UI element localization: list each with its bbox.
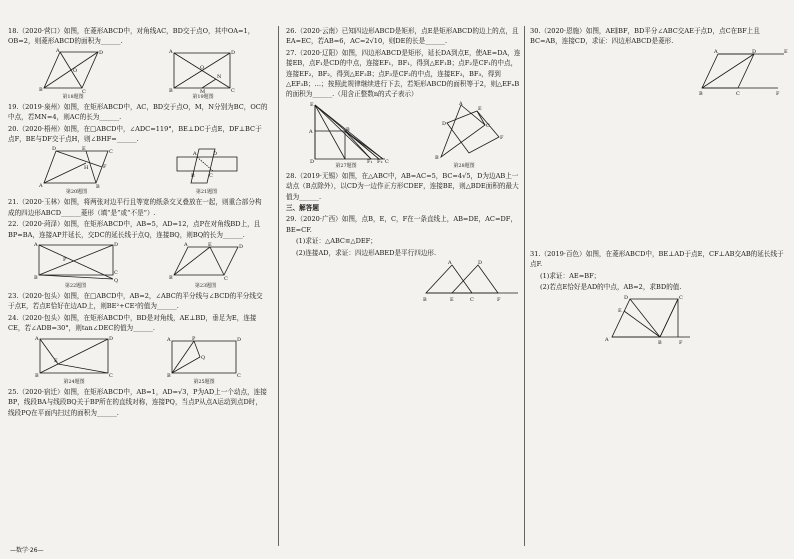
- svg-text:D: D: [442, 120, 447, 127]
- svg-text:E: E: [207, 242, 212, 249]
- problem-30: 30.（2020·恩施）如图，AE∥BF，BD平分∠ABC交AE于点D，点C在BF上且BC=AB，连接CD，求证：四边形ABCD是菱形.: [530, 27, 760, 46]
- svg-text:M: M: [200, 88, 206, 94]
- svg-text:F: F: [497, 297, 501, 304]
- figure-22: [33, 241, 119, 290]
- figure-18-rhombus: [38, 48, 108, 94]
- svg-text:B: B: [658, 340, 662, 346]
- svg-text:F: F: [776, 90, 780, 97]
- svg-text:D: D: [478, 260, 483, 267]
- column-right: [530, 26, 788, 346]
- figure-18: [38, 48, 108, 101]
- svg-text:D: D: [109, 335, 114, 342]
- column-left: [8, 26, 268, 419]
- caption-27: 第27题图: [335, 162, 357, 169]
- problem-23: 23.（2020·包头）如图，在□ABCD中，AB=2，∠ABC的平分线与∠BCD的平分线交于点E，若点E恰好在边AD上，则BE²+CE²的值为______.: [8, 292, 263, 311]
- svg-text:C: C: [113, 270, 118, 277]
- svg-text:E: E: [310, 101, 314, 108]
- figure-23: [168, 241, 244, 290]
- svg-text:E: E: [478, 105, 482, 112]
- svg-text:D: D: [212, 151, 217, 158]
- svg-text:E: E: [450, 297, 454, 304]
- figure-25-rectangle: [166, 335, 242, 379]
- svg-text:O: O: [73, 67, 78, 74]
- svg-text:F: F: [102, 164, 106, 171]
- figure-21: [175, 145, 239, 196]
- figure-27: [301, 101, 391, 170]
- svg-text:E: E: [618, 308, 622, 315]
- figure-20: [38, 145, 116, 196]
- svg-text:A: A: [169, 48, 173, 55]
- svg-text:B: B: [95, 184, 100, 190]
- svg-text:A: A: [35, 335, 39, 342]
- svg-text:A: A: [448, 260, 452, 267]
- problem-25: 25.（2020·宿迁）如图，在矩形ABCD中，AB=1，AD=√3，P为AD上一个动点，连接BP，线段BA与线段BQ关于BP所在的直线对称，连接PQ，当点P从点A运动到点D时，线段PQ在平面内扫过的面积为______.: [8, 387, 267, 417]
- svg-text:B: B: [190, 173, 195, 180]
- svg-text:C: C: [736, 90, 740, 97]
- svg-text:C: C: [470, 297, 474, 304]
- figure-24-rectangle: [34, 335, 114, 379]
- svg-text:C: C: [223, 276, 228, 283]
- figure-27-rectangle-fan: [301, 101, 391, 163]
- svg-text:F: F: [679, 340, 683, 346]
- svg-text:A: A: [33, 242, 38, 249]
- figure-24: [34, 335, 114, 386]
- figure-23-parallelogram: [168, 241, 244, 283]
- figure-30: [698, 48, 788, 98]
- svg-text:B: B: [435, 154, 439, 161]
- caption-24: 第24题图: [63, 378, 85, 385]
- svg-text:A: A: [459, 100, 463, 107]
- problem-31: 31.（2019·百色）如图，在菱形ABCD中，BE⊥AD于点E，CF⊥AB交AB的延长线于点F.: [530, 249, 784, 269]
- svg-text:A: A: [167, 336, 171, 343]
- svg-text:C: C: [679, 295, 683, 302]
- svg-text:C: C: [109, 372, 113, 379]
- svg-text:H: H: [83, 165, 88, 172]
- svg-text:A: A: [605, 337, 609, 344]
- svg-text:D: D: [231, 49, 236, 56]
- page-footer: —数学·26—: [10, 547, 44, 554]
- svg-text:A: A: [309, 128, 313, 135]
- caption-19: 第19题图: [192, 93, 214, 100]
- column-divider-2: [524, 26, 525, 546]
- svg-text:N: N: [217, 73, 222, 80]
- svg-text:F₂: F₂: [377, 158, 383, 163]
- svg-text:B: B: [35, 372, 39, 379]
- column-divider-1: [278, 26, 279, 546]
- problem-29-part-2: (2)连接AD，求证：四边形ABED是平行四边形.: [296, 248, 437, 257]
- svg-text:C: C: [486, 122, 490, 129]
- figure-28: [421, 101, 507, 170]
- figure-19: [168, 48, 238, 101]
- problem-29-part-1: (1)求证：△ABC≌△DEF；: [296, 237, 377, 246]
- problem-27: 27.（2020·辽阳）如图，四边形ABCD是矩形，延长DA到点E，使AE=DA，连接EB，点F₁是CD的中点，连接EF₁，BF₁，得到△EF₁B；点F₂是CF₁的中点，连接EF₂，BF₂，得到△EF₂B；点F₃是CF₂的中点，连接EF₃，BF₃，得到△EF₃B；…；按照此规律继续进行下去，若矩形ABCD的面积等于2，则△EFₙB的面积为______.（用含正整数n的式子表示）: [286, 48, 521, 99]
- svg-text:A: A: [192, 151, 197, 158]
- figure-19-rectangle: [168, 48, 238, 94]
- svg-text:E: E: [81, 146, 86, 153]
- svg-text:A: A: [38, 183, 43, 190]
- problem-31-part-2: (2)若点E恰好是AD的中点，AB=2，求BD的值.: [540, 283, 682, 292]
- svg-text:F: F: [500, 134, 504, 141]
- svg-text:A: A: [56, 47, 60, 54]
- caption-20: 第20题图: [65, 189, 88, 196]
- svg-text:B: B: [699, 90, 703, 97]
- problem-24: 24.（2020·包头）如图，在矩形ABCD中，BD是对角线，AE⊥BD，垂足为E，连接CE，若∠ADB=30°，则tan∠DEC的值为______.: [8, 313, 257, 333]
- figure-29-triangles: [422, 259, 522, 303]
- svg-text:B: B: [168, 275, 173, 282]
- svg-text:D: D: [238, 244, 243, 251]
- svg-text:P: P: [192, 335, 196, 342]
- svg-text:C: C: [385, 158, 389, 163]
- section-heading-solve: 三、解答题: [286, 204, 319, 213]
- svg-text:F₁: F₁: [367, 158, 373, 163]
- svg-text:D: D: [99, 49, 104, 56]
- svg-text:B: B: [33, 275, 38, 282]
- problem-31-part-1: (1)求证：AE=BF；: [540, 271, 601, 280]
- figure-25: [166, 335, 242, 386]
- svg-text:C: C: [237, 372, 241, 379]
- problem-18: 18.（2020·营口）如图，在菱形ABCD中，对角线AC，BD交于点O，其中OA=1，OB=2，则菱形ABCD的面积为______.: [8, 27, 255, 46]
- svg-text:B: B: [39, 86, 43, 93]
- figure-30-rhombus: [698, 48, 788, 98]
- svg-text:D: D: [752, 48, 757, 55]
- svg-text:D: D: [310, 158, 315, 163]
- svg-text:P: P: [62, 257, 66, 264]
- figure-28-square-triangle: [421, 101, 507, 163]
- svg-text:C: C: [231, 87, 235, 94]
- figure-31: [604, 293, 714, 345]
- problem-28: 28.（2019·无锡）如图，在△ABC中，AB=AC=5，BC=4√5，D为边AB上一动点（B点除外），以CD为一边作正方形CDEF，连接BE，则△BDE面积的最大值为______.: [286, 171, 519, 201]
- caption-23: 第23题图: [194, 283, 217, 290]
- svg-text:B: B: [169, 87, 173, 94]
- figure-22-rectangle: [33, 241, 119, 283]
- svg-text:D: D: [237, 336, 242, 343]
- problem-29: 29.（2020·广西）如图，点B，E，C，F在一条直线上，AB=DE，AC=DF，BE=CF.: [286, 215, 517, 234]
- problem-21: 21.（2020·玉林）如图，将两张对边平行且等宽的纸条交叉叠放在一起，则重合部分构成的四边形ABCD______菱形（填“是”或“不是”）.: [8, 198, 262, 217]
- caption-22: 第22题图: [64, 283, 87, 290]
- svg-text:D: D: [113, 242, 118, 249]
- svg-text:O: O: [200, 64, 205, 71]
- problem-20: 20.（2020·梧州）如图，在□ABCD中，∠ADC=119°，BE⊥DC于点E，DF⊥BC于点F，BE与DF交于点H，则∠BHF=______.: [8, 124, 262, 144]
- caption-21: 第21题图: [195, 189, 218, 196]
- svg-text:B: B: [346, 126, 350, 133]
- svg-text:B: B: [167, 372, 171, 379]
- problem-26: 26.（2020·云南）已知四边形ABCD是矩形，点E是矩形ABCD的边上的点，且EA=EC，若AB=6，AC=2√10，则DE的长是______.: [286, 27, 519, 46]
- svg-text:A: A: [183, 242, 188, 249]
- svg-text:D: D: [51, 146, 56, 153]
- problem-22: 22.（2020·菏泽）如图，在矩形ABCD中，AB=5，AD=12，点P在对角线BD上，且BP=BA，连接AP并延长，交DC的延长线于点Q，连接BQ，则BQ的长为______.: [8, 220, 261, 239]
- svg-text:A: A: [714, 48, 718, 55]
- caption-28: 第28题图: [453, 162, 475, 169]
- svg-text:C: C: [208, 173, 213, 180]
- svg-text:C: C: [108, 149, 113, 156]
- problem-19: 19.（2019·泉州）如图，在矩形ABCD中，AC，BD交于点O，M，N分别为BC，OC的中点，若MN=4，则AC的长为______.: [8, 102, 268, 122]
- svg-text:E: E: [784, 48, 788, 55]
- svg-text:E: E: [54, 357, 58, 364]
- svg-text:D: D: [624, 295, 629, 302]
- figure-21-paper-strips: [175, 145, 239, 189]
- caption-18: 第18题图: [62, 93, 84, 100]
- svg-text:Q: Q: [201, 354, 206, 361]
- svg-text:Q: Q: [113, 278, 118, 284]
- column-middle: [286, 26, 522, 304]
- svg-text:B: B: [423, 297, 427, 304]
- caption-25: 第25题图: [193, 378, 215, 385]
- figure-31-rhombus: [604, 293, 714, 345]
- figure-29: [422, 259, 522, 303]
- svg-text:C: C: [82, 88, 86, 94]
- figure-20-parallelogram: [38, 145, 116, 189]
